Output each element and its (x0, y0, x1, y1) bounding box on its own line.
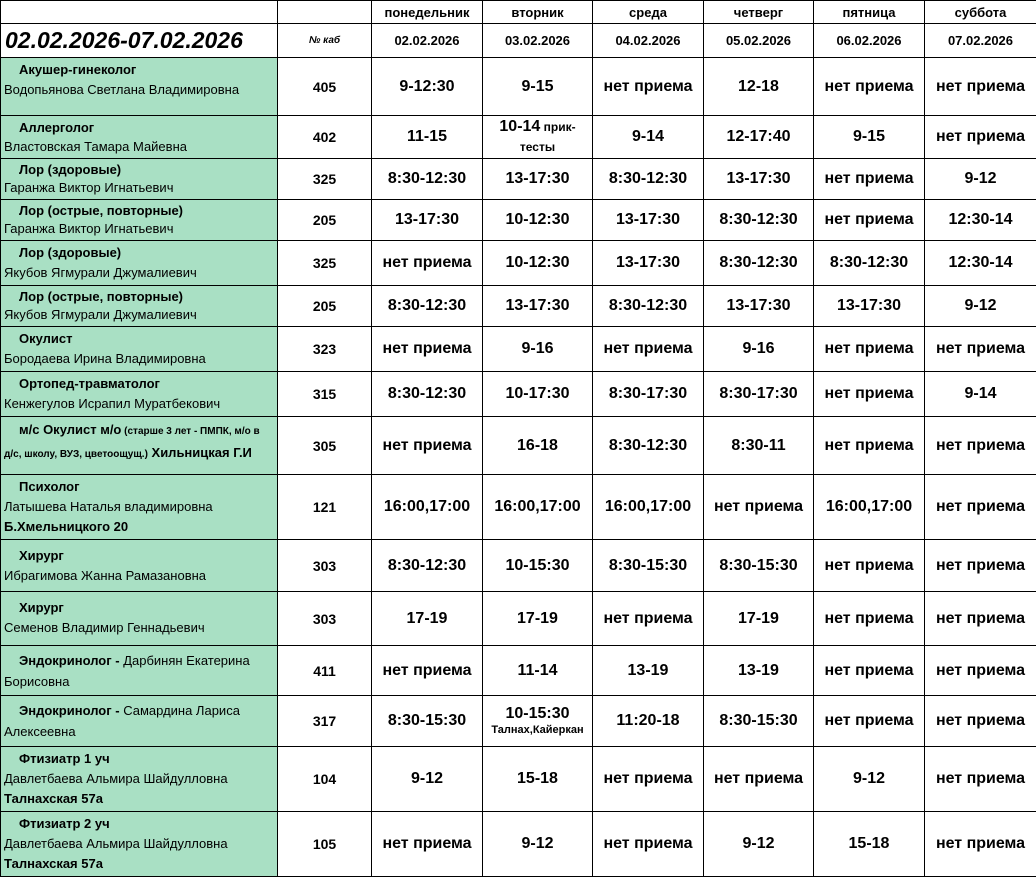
schedule-cell: нет приема (925, 417, 1036, 475)
schedule-cell: 10-15:30 (483, 540, 593, 592)
schedule-cell: 13-17:30 (704, 286, 814, 327)
specialty: Фтизиатр 2 уч (4, 814, 274, 834)
specialty-title: Эндокринолог - (19, 653, 123, 668)
schedule-cell: 10-12:30 (483, 241, 593, 286)
date-sat: 07.02.2026 (925, 24, 1036, 58)
blank-cell (278, 1, 372, 24)
schedule-cell: нет приема (925, 592, 1036, 646)
date-fri: 06.02.2026 (814, 24, 925, 58)
schedule-cell: 9-16 (704, 327, 814, 372)
date-tue: 03.02.2026 (483, 24, 593, 58)
schedule-cell: нет приема (593, 747, 704, 812)
header-dates-row (1, 24, 1036, 58)
schedule-cell: 13-17:30 (704, 159, 814, 200)
schedule-cell: 16:00,17:00 (372, 475, 483, 540)
specialty: Фтизиатр 1 уч (4, 749, 274, 769)
cabinet: 405 (278, 58, 372, 116)
table-row (1, 58, 1036, 116)
cabinet: 402 (278, 116, 372, 159)
schedule-cell: 17-19 (704, 592, 814, 646)
schedule-cell: нет приема (814, 327, 925, 372)
day-wed: среда (593, 1, 704, 24)
doctor-name: Якубов Ягмурали Джумалиевич (4, 306, 274, 324)
schedule-cell: нет приема (372, 327, 483, 372)
doctor-name: Ибрагимова Жанна Рамазановна (4, 566, 274, 586)
cabinet: 303 (278, 540, 372, 592)
cabinet: 205 (278, 286, 372, 327)
schedule-cell: нет приема (925, 747, 1036, 812)
schedule-cell: 11-14 (483, 646, 593, 696)
doctor-cell (1, 592, 278, 646)
doctor-cell (1, 646, 278, 696)
day-thu: четверг (704, 1, 814, 24)
doctor-cell (1, 475, 278, 540)
doctor-name: Бородаева Ирина Владимировна (4, 349, 274, 369)
specialty (4, 650, 274, 671)
schedule-cell: 9-14 (593, 116, 704, 159)
specialty: Лор (здоровые) (4, 243, 274, 263)
schedule-cell: 17-19 (372, 592, 483, 646)
schedule-cell: 12:30-14 (925, 241, 1036, 286)
specialty: Ортопед-травматолог (4, 374, 274, 394)
specialty-title: м/с Окулист м/о (19, 422, 121, 437)
schedule-cell: 16:00,17:00 (483, 475, 593, 540)
specialty-note-line (4, 442, 274, 465)
doctor-cell (1, 241, 278, 286)
address: Талнахская 57а (4, 789, 274, 809)
specialty: Хирург (4, 598, 274, 618)
schedule-cell: 12-17:40 (704, 116, 814, 159)
table-row (1, 475, 1036, 540)
schedule-cell: 11-15 (372, 116, 483, 159)
cabinet: 315 (278, 372, 372, 417)
cabinet: 411 (278, 646, 372, 696)
schedule-cell: нет приема (372, 417, 483, 475)
doctor-name: Давлетбаева Альмира Шайдулловна (4, 769, 274, 789)
schedule-cell: 13-17:30 (814, 286, 925, 327)
schedule-cell: 8:30-12:30 (372, 540, 483, 592)
schedule-note: Талнах,Кайеркан (483, 723, 592, 737)
schedule-note: тесты (520, 140, 555, 154)
schedule-cell: нет приема (925, 540, 1036, 592)
schedule-cell: 8:30-15:30 (593, 540, 704, 592)
specialty: Окулист (4, 329, 274, 349)
schedule-cell: 9-15 (483, 58, 593, 116)
schedule-cell: 13-17:30 (372, 200, 483, 241)
table-row (1, 159, 1036, 200)
schedule-cell: нет приема (372, 812, 483, 877)
table-row (1, 372, 1036, 417)
doctor-cell (1, 696, 278, 747)
table-row (1, 327, 1036, 372)
cabinet: 325 (278, 159, 372, 200)
schedule-cell: 8:30-12:30 (814, 241, 925, 286)
doctor-name-part: Дарбинян Екатерина (123, 653, 250, 668)
doctor-cell (1, 116, 278, 159)
doctor-cell (1, 58, 278, 116)
doctor-cell (1, 286, 278, 327)
schedule-cell: нет приема (814, 646, 925, 696)
schedule-cell: 9-12 (483, 812, 593, 877)
doctor-name: Гаранжа Виктор Игнатьевич (4, 220, 274, 238)
schedule-time: 10-14 (499, 118, 540, 135)
schedule-cell: нет приема (925, 58, 1036, 116)
schedule-cell: 13-17:30 (593, 200, 704, 241)
specialty: Аллерголог (4, 118, 274, 137)
schedule-note: прик- (540, 120, 575, 134)
schedule-cell: 8:30-11 (704, 417, 814, 475)
schedule-cell: нет приема (925, 116, 1036, 159)
schedule-cell: 12:30-14 (925, 200, 1036, 241)
specialty: Психолог (4, 477, 274, 497)
schedule-cell: 12-18 (704, 58, 814, 116)
schedule-cell: 9-12 (814, 747, 925, 812)
schedule-cell: нет приема (925, 812, 1036, 877)
table-row (1, 540, 1036, 592)
doctor-cell (1, 747, 278, 812)
schedule-cell: 16:00,17:00 (814, 475, 925, 540)
schedule-cell: нет приема (814, 417, 925, 475)
cabinet: 305 (278, 417, 372, 475)
schedule-cell: нет приема (704, 475, 814, 540)
schedule-cell: нет приема (814, 200, 925, 241)
schedule-cell: нет приема (814, 372, 925, 417)
schedule-cell: 9-12 (372, 747, 483, 812)
schedule-cell: нет приема (814, 540, 925, 592)
table-row (1, 747, 1036, 812)
date-wed: 04.02.2026 (593, 24, 704, 58)
schedule-cell: 17-19 (483, 592, 593, 646)
schedule-cell: 9-12 (925, 286, 1036, 327)
schedule-cell: 13-19 (593, 646, 704, 696)
specialty (4, 419, 274, 442)
specialty: Лор (острые, повторные) (4, 288, 274, 306)
doctor-name: Семенов Владимир Геннадьевич (4, 618, 274, 638)
specialty-note-2: д/с, школу, ВУЗ, цветоощущ.) (4, 449, 148, 460)
day-sat: суббота (925, 1, 1036, 24)
schedule-cell: 8:30-15:30 (704, 540, 814, 592)
day-mon: понедельник (372, 1, 483, 24)
schedule-cell: нет приема (925, 475, 1036, 540)
schedule-cell: нет приема (593, 812, 704, 877)
table-row (1, 696, 1036, 747)
schedule-cell: 16-18 (483, 417, 593, 475)
schedule-cell: 16:00,17:00 (593, 475, 704, 540)
schedule-cell: 8:30-15:30 (372, 696, 483, 747)
doctor-name: Водопьянова Светлана Владимировна (4, 80, 274, 100)
doctor-cell (1, 200, 278, 241)
schedule-cell: 9-16 (483, 327, 593, 372)
schedule-cell: 11:20-18 (593, 696, 704, 747)
schedule-cell: 10-17:30 (483, 372, 593, 417)
schedule-cell: 8:30-12:30 (593, 159, 704, 200)
schedule-cell: 8:30-12:30 (372, 159, 483, 200)
doctor-name: Латышева Наталья владимировна (4, 497, 274, 517)
doctor-cell (1, 159, 278, 200)
doctor-name: Давлетбаева Альмира Шайдулловна (4, 834, 274, 854)
specialty (4, 700, 274, 721)
date-mon: 02.02.2026 (372, 24, 483, 58)
schedule-cell: 8:30-17:30 (593, 372, 704, 417)
schedule-cell: нет приема (814, 592, 925, 646)
schedule-cell: 8:30-12:30 (593, 286, 704, 327)
schedule-cell: 8:30-12:30 (704, 200, 814, 241)
schedule-cell: нет приема (593, 327, 704, 372)
cab-header: № каб (278, 24, 372, 58)
cabinet: 121 (278, 475, 372, 540)
blank-cell (1, 1, 278, 24)
schedule-cell: 13-17:30 (483, 159, 593, 200)
day-fri: пятница (814, 1, 925, 24)
schedule-cell: 8:30-12:30 (372, 286, 483, 327)
schedule-cell (483, 116, 593, 159)
doctor-cell (1, 372, 278, 417)
specialty-note: (старше 3 лет - ПМПК, м/о в (121, 426, 259, 437)
doctor-name: Борисовна (4, 671, 274, 692)
specialty: Лор (острые, повторные) (4, 202, 274, 220)
schedule-cell (483, 696, 593, 747)
schedule-cell: нет приема (593, 592, 704, 646)
cabinet: 303 (278, 592, 372, 646)
schedule-cell: 9-12 (704, 812, 814, 877)
schedule-cell: нет приема (925, 327, 1036, 372)
nurse-name: Хильницкая Г.И (148, 445, 252, 460)
schedule-cell: 9-12 (925, 159, 1036, 200)
schedule-cell: 10-12:30 (483, 200, 593, 241)
address: Талнахская 57а (4, 854, 274, 874)
schedule-cell: нет приема (814, 159, 925, 200)
schedule-cell: 15-18 (814, 812, 925, 877)
doctor-name-part: Самардина Лариса (123, 703, 240, 718)
cabinet: 104 (278, 747, 372, 812)
doctor-cell (1, 327, 278, 372)
table-row (1, 116, 1036, 159)
schedule-cell: нет приема (372, 646, 483, 696)
cabinet: 317 (278, 696, 372, 747)
schedule-cell: 9-15 (814, 116, 925, 159)
table-row (1, 286, 1036, 327)
schedule-cell: 13-19 (704, 646, 814, 696)
doctor-name: Кенжегулов Исрапил Муратбекович (4, 394, 274, 414)
schedule-cell: 13-17:30 (483, 286, 593, 327)
schedule-cell: 9-12:30 (372, 58, 483, 116)
specialty: Хирург (4, 546, 274, 566)
schedule-cell: нет приема (814, 58, 925, 116)
doctor-name: Якубов Ягмурали Джумалиевич (4, 263, 274, 283)
doctor-name: Гаранжа Виктор Игнатьевич (4, 179, 274, 197)
address: Б.Хмельницкого 20 (4, 517, 274, 537)
schedule-cell: нет приема (593, 58, 704, 116)
schedule-cell: нет приема (704, 747, 814, 812)
schedule-cell: 8:30-12:30 (704, 241, 814, 286)
schedule-cell: 9-14 (925, 372, 1036, 417)
schedule-cell: нет приема (925, 646, 1036, 696)
doctor-cell (1, 540, 278, 592)
header-days-row (1, 1, 1036, 24)
table-row (1, 592, 1036, 646)
schedule-cell: нет приема (925, 696, 1036, 747)
cabinet: 105 (278, 812, 372, 877)
schedule-cell: 8:30-12:30 (372, 372, 483, 417)
day-tue: вторник (483, 1, 593, 24)
schedule-cell: нет приема (372, 241, 483, 286)
date-thu: 05.02.2026 (704, 24, 814, 58)
cabinet: 205 (278, 200, 372, 241)
table-row (1, 812, 1036, 877)
cabinet: 325 (278, 241, 372, 286)
table-row (1, 646, 1036, 696)
cabinet: 323 (278, 327, 372, 372)
table-row (1, 200, 1036, 241)
schedule-cell: нет приема (814, 696, 925, 747)
specialty-title: Эндокринолог - (19, 703, 123, 718)
period-title: 02.02.2026-07.02.2026 (1, 24, 278, 58)
specialty: Лор (здоровые) (4, 161, 274, 179)
doctor-cell (1, 812, 278, 877)
schedule-cell: 8:30-17:30 (704, 372, 814, 417)
schedule-time: 10-15:30 (505, 705, 569, 722)
schedule-cell: 15-18 (483, 747, 593, 812)
doctor-name: Алексеевна (4, 721, 274, 742)
table-row (1, 241, 1036, 286)
specialty: Акушер-гинеколог (4, 60, 274, 80)
schedule-cell: 8:30-15:30 (704, 696, 814, 747)
doctor-cell (1, 417, 278, 475)
table-row (1, 417, 1036, 475)
schedule-cell: 13-17:30 (593, 241, 704, 286)
doctor-name: Властовская Тамара Майевна (4, 137, 274, 156)
schedule-cell: 8:30-12:30 (593, 417, 704, 475)
